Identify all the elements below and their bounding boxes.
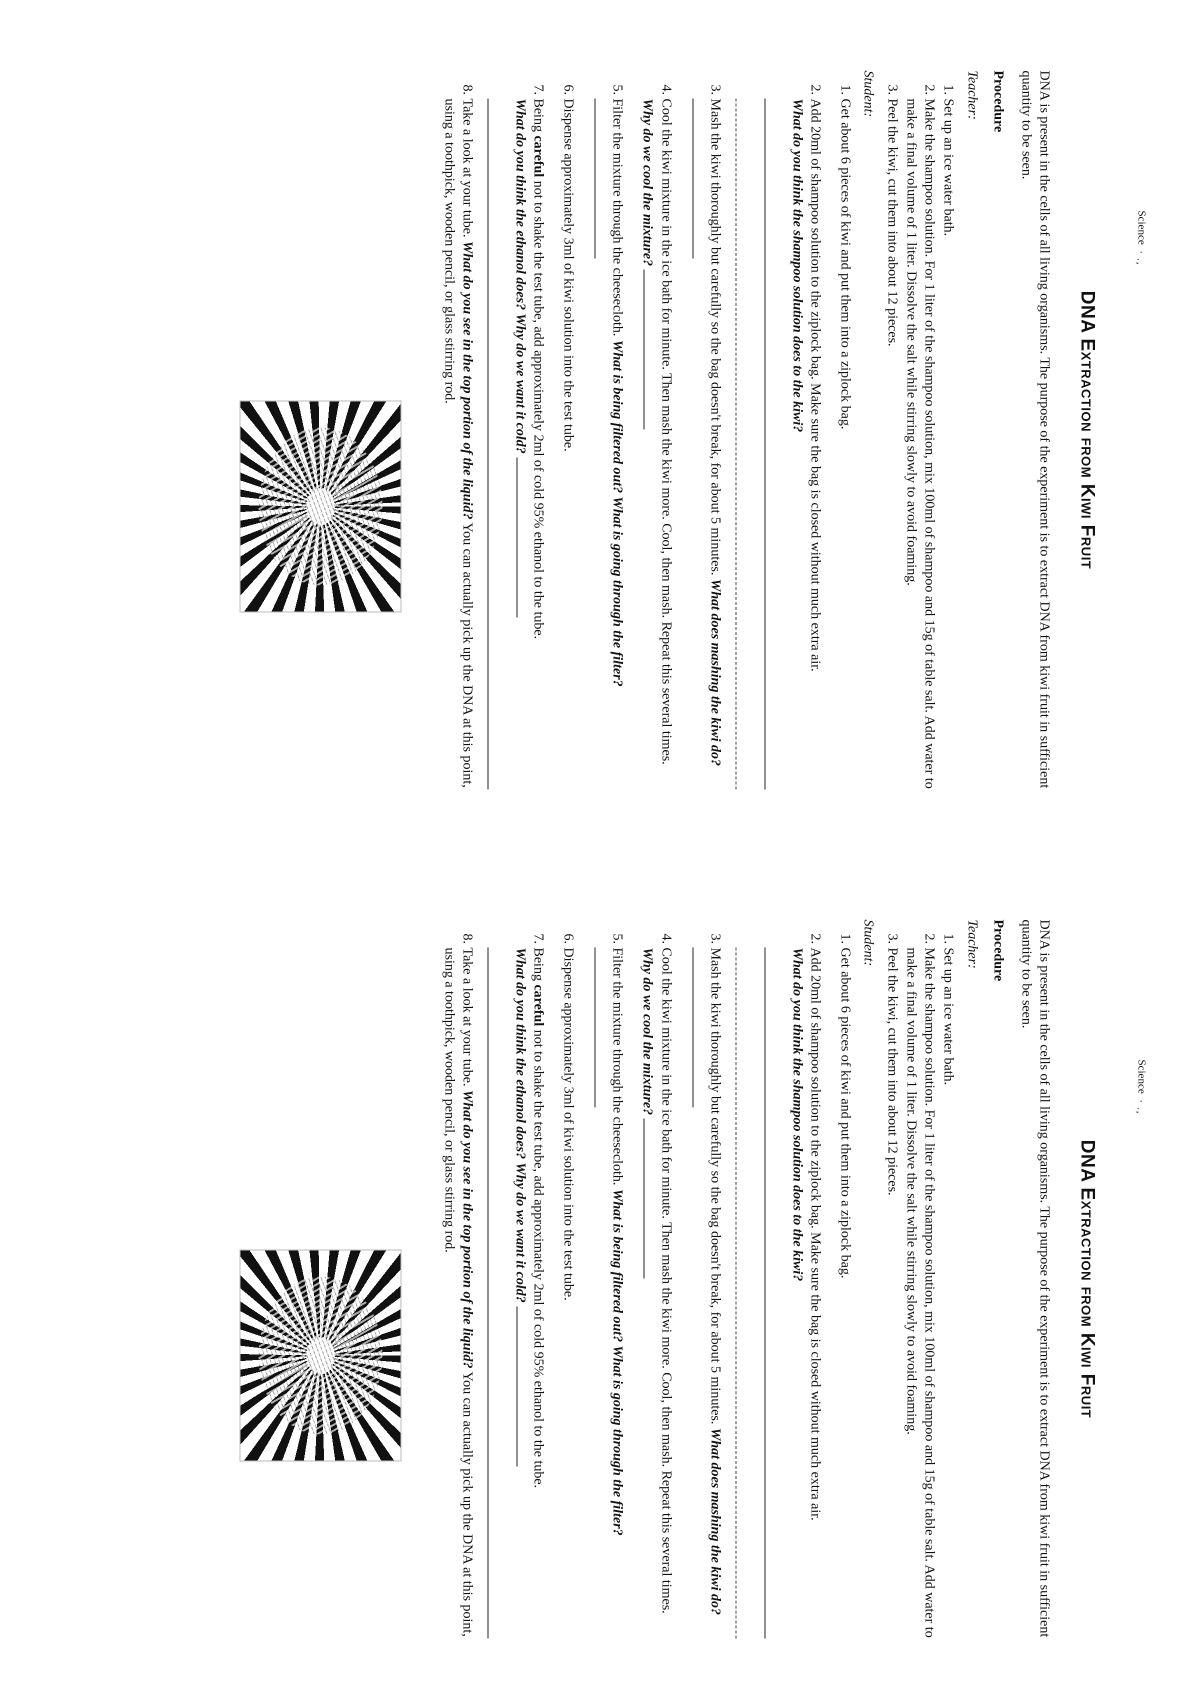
student-step: [686, 947, 723, 1638]
step-text: You can actually pick up the DNA at this point, using a toothpick, wooden pencil, or glass stirring rod.: [440, 947, 474, 1637]
student-step: [735, 98, 823, 789]
student-step: [487, 947, 547, 1638]
answer-line: [735, 98, 758, 789]
answer-line: [764, 98, 787, 789]
step-question: What do you think the ethanol does? Why do we want it cold?: [511, 98, 527, 454]
step-question: What is being filtered out? What is going through the filter?: [609, 339, 625, 687]
step-emphasis: careful: [530, 983, 546, 1026]
teacher-steps: [882, 919, 956, 1638]
answer-line: [692, 98, 705, 258]
procedure-heading: Procedure: [989, 919, 1005, 981]
margin-mark: · .,: [1134, 1099, 1145, 1114]
step-text: Mash the kiwi thoroughly but carefully so the bag doesn't break, for about 5 minutes.: [706, 98, 722, 575]
kiwi-cross-section-image: [239, 400, 401, 612]
step-text: Dispense approximately 3ml of kiwi solution into the test tube.: [560, 947, 576, 1301]
step-text: Dispense approximately 3ml of kiwi solution into the test tube.: [560, 98, 576, 452]
procedure-heading: Procedure: [989, 70, 1005, 132]
answer-line: [643, 269, 656, 429]
step-text: Cool the kiwi mixture in the ice bath for minute. Then mash the kiwi more. Cool, then mash. Repeat this several times.: [658, 947, 673, 1614]
step-text: not to shake the test tube, add approximately 2ml of cold 95% ethanol to the tube.: [530, 1025, 546, 1488]
student-steps: [439, 70, 853, 789]
teacher-steps: [882, 70, 956, 789]
subject-label: Science: [1135, 210, 1147, 245]
answer-line: [516, 1306, 529, 1466]
step-text: You can actually pick up the DNA at this point, using a toothpick, wooden pencil, or glass stirring rod.: [440, 98, 474, 788]
step-emphasis: careful: [530, 134, 546, 177]
teacher-step: 1. Set up an ice water bath.: [938, 98, 956, 789]
teacher-step: 1. Set up an ice water bath.: [938, 947, 956, 1638]
worksheet-page: [0, 849, 1200, 1698]
step-text: Add 20ml of shampoo solution to the ziplock bag. Make sure the bag is closed without much extra air.: [806, 98, 822, 672]
student-step: [735, 947, 823, 1638]
step-text: not to shake the test tube, add approximately 2ml of cold 95% ethanol to the tube.: [530, 176, 546, 639]
student-heading: Student:: [860, 70, 876, 117]
teacher-step: 2. Make the shampoo solution. For 1 liter of the shampoo solution, mix 100ml of shampoo and 15g of table salt. Add water to make a final volume of 1 liter. Dissolve the salt while stirring slowly to avoid foaming.: [901, 98, 937, 789]
kiwi-cross-section-image: [239, 1249, 401, 1461]
teacher-step: 2. Make the shampoo solution. For 1 liter of the shampoo solution, mix 100ml of shampoo and 15g of table salt. Add water to make a final volume of 1 liter. Dissolve the salt while stirring slowly to avoid foaming.: [901, 947, 937, 1638]
step-question: What do you see in the top portion of the liquid?: [458, 240, 474, 519]
answer-line: [516, 457, 529, 617]
step-question: What do you think the ethanol does? Why do we want it cold?: [511, 947, 527, 1303]
step-question: What is being filtered out? What is going through the filter?: [609, 1188, 625, 1536]
step-question: What do you think the shampoo solution does to the kiwi?: [788, 98, 804, 432]
step-text: Take a look at your tube.: [458, 947, 474, 1086]
step-text: Get about 6 pieces of kiwi and put them into a ziplock bag.: [836, 98, 852, 429]
step-text: Take a look at your tube.: [458, 98, 474, 237]
student-step: [588, 98, 625, 789]
intro-paragraph: DNA is present in the cells of all living organisms. The purpose of the experiment is to extract DNA from kiwi fruit in sufficient quantity to be seen.: [1017, 919, 1051, 1637]
step-question: Why do we cool the mixture?: [639, 98, 655, 266]
subject-label: Science: [1135, 1059, 1147, 1094]
answer-line: [735, 947, 758, 1638]
worksheet-title: DNA Extraction from Kiwi Fruit: [1076, 1139, 1097, 1418]
teacher-step: 3. Peel the kiwi, cut them into about 12 pieces.: [882, 98, 900, 789]
answer-line: [764, 947, 787, 1638]
student-step: [558, 947, 576, 1638]
teacher-step: 3. Peel the kiwi, cut them into about 12 pieces.: [882, 947, 900, 1638]
student-step: [637, 98, 674, 789]
student-step: [686, 98, 723, 789]
student-step: [835, 98, 853, 789]
student-steps: [439, 919, 853, 1638]
step-question: What does mashing the kiwi do?: [706, 1427, 722, 1615]
answer-line: [594, 947, 607, 1107]
step-text-pre: Being: [530, 98, 546, 135]
step-text-pre: Being: [530, 947, 546, 984]
answer-line: [692, 947, 705, 1107]
worksheet-title: DNA Extraction from Kiwi Fruit: [1076, 290, 1097, 569]
step-text: Filter the mixture through the cheesecloth.: [609, 947, 625, 1185]
student-heading: Student:: [860, 919, 876, 966]
teacher-heading: Teacher:: [963, 70, 979, 120]
teacher-heading: Teacher:: [963, 919, 979, 969]
step-question: What does mashing the kiwi do?: [706, 578, 722, 766]
step-text: Add 20ml of shampoo solution to the ziplock bag. Make sure the bag is closed without much extra air.: [806, 947, 822, 1521]
answer-line: [487, 98, 510, 789]
student-step: [835, 947, 853, 1638]
step-text: Cool the kiwi mixture in the ice bath for minute. Then mash the kiwi more. Cool, then mash. Repeat this several times.: [658, 98, 673, 765]
worksheet-copy-bottom: [0, 849, 1200, 1698]
step-text: Mash the kiwi thoroughly but carefully so the bag doesn't break, for about 5 minutes.: [706, 947, 722, 1424]
intro-paragraph: DNA is present in the cells of all living organisms. The purpose of the experiment is to extract DNA from kiwi fruit in sufficient quantity to be seen.: [1017, 70, 1051, 788]
student-step: [487, 98, 547, 789]
student-step: [439, 98, 475, 789]
student-step: [637, 947, 674, 1638]
answer-line: [643, 1118, 656, 1278]
step-text: Filter the mixture through the cheesecloth.: [609, 98, 625, 336]
answer-line: [594, 98, 607, 258]
step-question: What do you think the shampoo solution does to the kiwi?: [788, 947, 804, 1281]
step-question: Why do we cool the mixture?: [639, 947, 655, 1115]
step-text: Get about 6 pieces of kiwi and put them into a ziplock bag.: [836, 947, 852, 1278]
student-step: [439, 947, 475, 1638]
student-step: [588, 947, 625, 1638]
margin-mark: · .,: [1134, 250, 1145, 265]
answer-line: [487, 947, 510, 1638]
student-step: [558, 98, 576, 789]
step-question: What do you see in the top portion of the liquid?: [458, 1089, 474, 1368]
